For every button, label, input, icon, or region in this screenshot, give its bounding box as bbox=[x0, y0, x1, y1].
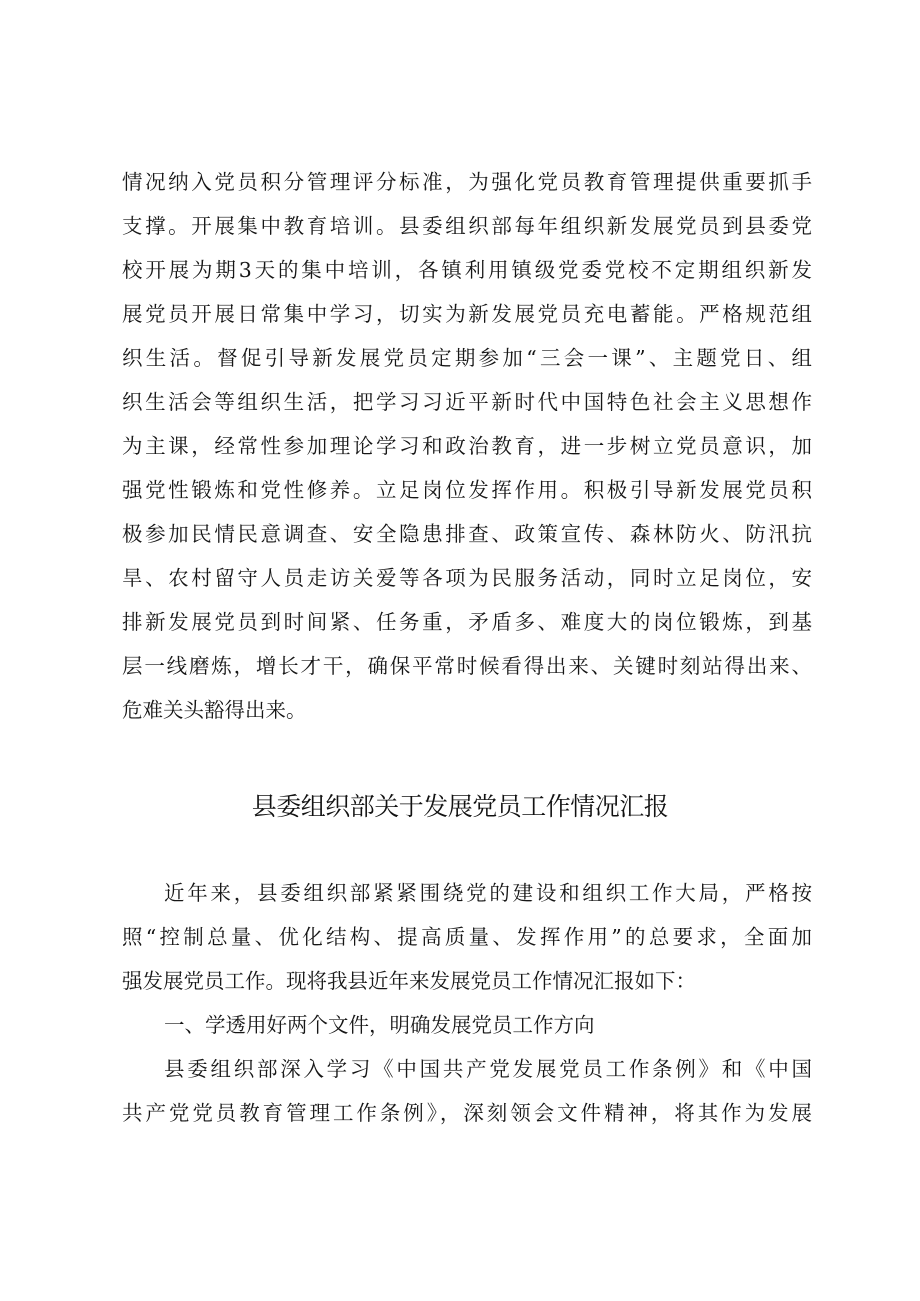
section-line: 共产党党员教育管理工作条例》，深刻领会文件精神，将其作为发展 bbox=[122, 1101, 812, 1125]
paragraph-line: 极参加民情民意调查、安全隐患排查、政策宣传、森林防火、防汛抗 bbox=[122, 522, 812, 546]
intro-line-first: 近年来，县委组织部紧紧围绕党的建设和组织工作大局，严格按 bbox=[164, 881, 812, 905]
intro-line-last: 强发展党员工作。现将我县近年来发展党员工作情况汇报如下： bbox=[122, 969, 696, 993]
paragraph-line: 织生活会等组织生活，把学习习近平新时代中国特色社会主义思想作 bbox=[122, 390, 812, 414]
intro-line: 照“控制总量、优化结构、提高质量、发挥作用”的总要求，全面加 bbox=[122, 925, 812, 949]
paragraph-line: 层一线磨炼，增长才干，确保平常时候看得出来、关键时刻站得出来、 bbox=[122, 654, 812, 678]
paragraph-line: 旱、农村留守人员走访关爱等各项为民服务活动，同时立足岗位，安 bbox=[122, 566, 812, 590]
section-line-first: 县委组织部深入学习《中国共产党发展党员工作条例》和《中国 bbox=[164, 1057, 812, 1081]
section-heading: 一、学透用好两个文件，明确发展党员工作方向 bbox=[164, 1013, 595, 1037]
paragraph-line: 情况纳入党员积分管理评分标准，为强化党员教育管理提供重要抓手 bbox=[122, 170, 812, 194]
paragraph-line: 强党性锻炼和党性修养。立足岗位发挥作用。积极引导新发展党员积 bbox=[122, 478, 812, 502]
paragraph-line: 织生活。督促引导新发展党员定期参加“三会一课”、主题党日、组 bbox=[122, 346, 812, 370]
paragraph-line: 校开展为期3天的集中培训，各镇利用镇级党委党校不定期组织新发 bbox=[122, 258, 812, 282]
report-title: 县委组织部关于发展党员工作情况汇报 bbox=[251, 792, 669, 821]
paragraph-line: 展党员开展日常集中学习，切实为新发展党员充电蓄能。严格规范组 bbox=[122, 302, 812, 326]
paragraph-line: 为主课，经常性参加理论学习和政治教育，进一步树立党员意识，加 bbox=[122, 434, 812, 458]
paragraph-line-last: 危难关头豁得出来。 bbox=[122, 698, 307, 722]
paragraph-line: 支撑。开展集中教育培训。县委组织部每年组织新发展党员到县委党 bbox=[122, 214, 812, 238]
paragraph-line: 排新发展党员到时间紧、任务重，矛盾多、难度大的岗位锻炼，到基 bbox=[122, 610, 812, 634]
